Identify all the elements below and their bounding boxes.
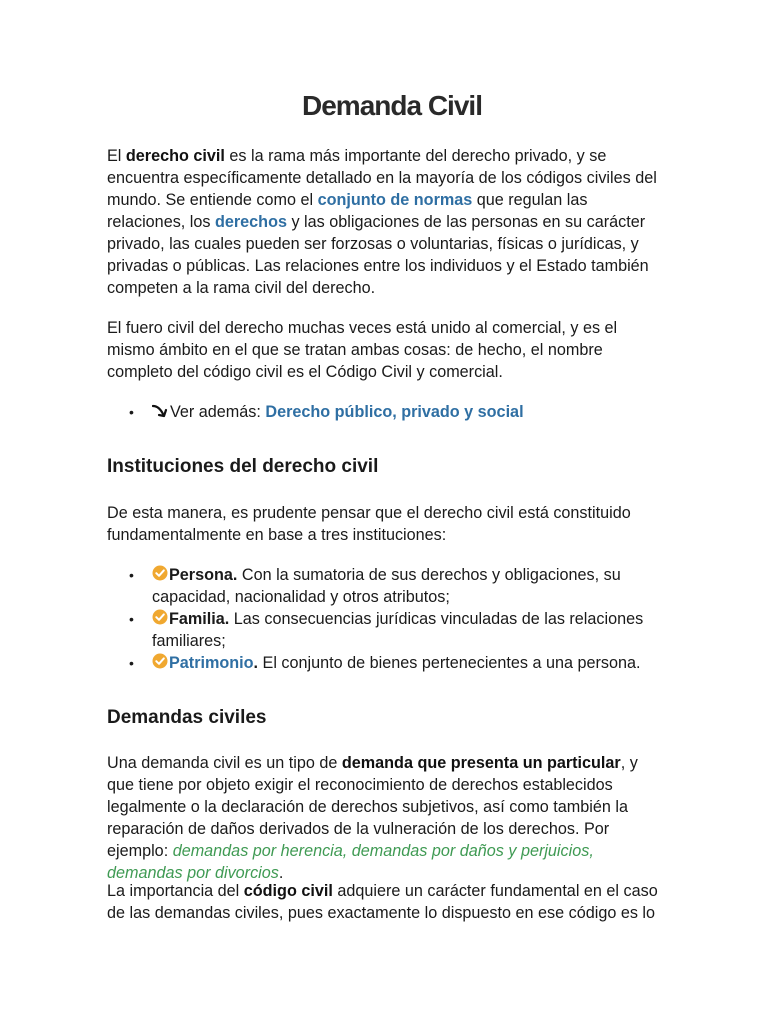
- bullet: •: [129, 655, 134, 671]
- section-heading-demandas: Demandas civiles: [107, 707, 267, 728]
- text-span: y las obligaciones de las personas en su carácter privado, las cuales pueden ser forzosas o voluntarias, físicas o jurídicas, y privadas o públicas. Las relaciones entre los individuos y el Estado también competen a la rama civil del derecho.: [107, 213, 649, 297]
- institution-term-persona: Persona.: [169, 566, 238, 584]
- text-span: que regulan las relaciones, los: [107, 191, 588, 231]
- bullet: •: [129, 404, 134, 420]
- see-also-label: Ver además:: [170, 403, 266, 421]
- fuero-paragraph: El fuero civil del derecho muchas veces está unido al comercial, y es el mismo ámbito en el que se tratan ambas cosas: de hecho, el nombre completo del código civil es el Código Civil y comercial.: [107, 319, 618, 381]
- list-item: [107, 564, 667, 608]
- bullet: •: [129, 567, 134, 583]
- page-title: Demanda Civil: [302, 90, 482, 121]
- demandas-paragraph: [107, 752, 667, 884]
- text-span: El: [107, 147, 126, 165]
- text-span: Una demanda civil es un tipo de: [107, 754, 342, 772]
- text-span: adquiere un carácter fundamental en el caso de las demandas civiles, pues exactamente lo dispuesto en ese código es lo: [107, 882, 658, 922]
- examples-text: demandas por herencia, demandas por daños y perjuicios, demandas por divorcios: [107, 842, 594, 882]
- intro-paragraph: [107, 145, 667, 299]
- instituciones-intro-paragraph: De esta manera, es prudente pensar que el derecho civil está constituido fundamentalmente en base a tres instituciones:: [107, 504, 631, 544]
- link-derecho-publico-privado-social[interactable]: Derecho público, privado y social: [265, 403, 524, 421]
- section-heading-instituciones: Instituciones del derecho civil: [107, 456, 379, 477]
- text-span: , y que tiene por objeto exigir el reconocimiento de derechos establecidos legalmente o la declaración de derechos subjetivos, así como también la reparación de daños derivados de la vulneración de los derechos. Por ejemplo:: [107, 754, 638, 860]
- link-conjunto-de-normas[interactable]: conjunto de normas: [317, 191, 473, 209]
- link-patrimonio[interactable]: Patrimonio: [169, 654, 254, 672]
- bold-term-derecho-civil: derecho civil: [125, 147, 225, 165]
- importancia-paragraph: [107, 880, 667, 924]
- term-dot: .: [253, 654, 259, 672]
- list-item: [107, 652, 667, 674]
- institution-desc: Con la sumatoria de sus derechos y obligaciones, su capacidad, nacionalidad y otros atributos;: [152, 566, 621, 606]
- text-span: La importancia del: [107, 882, 244, 900]
- check-badge-icon: [152, 653, 168, 669]
- institutions-list: [107, 564, 667, 674]
- curved-arrow-icon: [152, 404, 170, 418]
- bullet: •: [129, 611, 134, 627]
- bold-term-demanda-particular: demanda que presenta un particular: [341, 754, 621, 772]
- list-item: [107, 608, 667, 652]
- document-page: [107, 0, 663, 1024]
- check-badge-icon: [152, 565, 168, 581]
- text-span: es la rama más importante del derecho privado, y se encuentra específicamente detallado en la mayoría de los códigos civiles del mundo. Se entiende como el: [107, 147, 657, 209]
- text-span: .: [278, 864, 284, 882]
- bold-term-codigo-civil: código civil: [243, 882, 333, 900]
- link-derechos[interactable]: derechos: [214, 213, 287, 231]
- institution-desc: Las consecuencias jurídicas vinculadas de las relaciones familiares;: [152, 610, 644, 650]
- institution-term-familia: Familia.: [169, 610, 230, 628]
- check-badge-icon: [152, 609, 168, 625]
- institution-desc: El conjunto de bienes pertenecientes a una persona.: [258, 654, 641, 672]
- see-also-list: [107, 401, 667, 423]
- see-also-item: [107, 401, 667, 423]
